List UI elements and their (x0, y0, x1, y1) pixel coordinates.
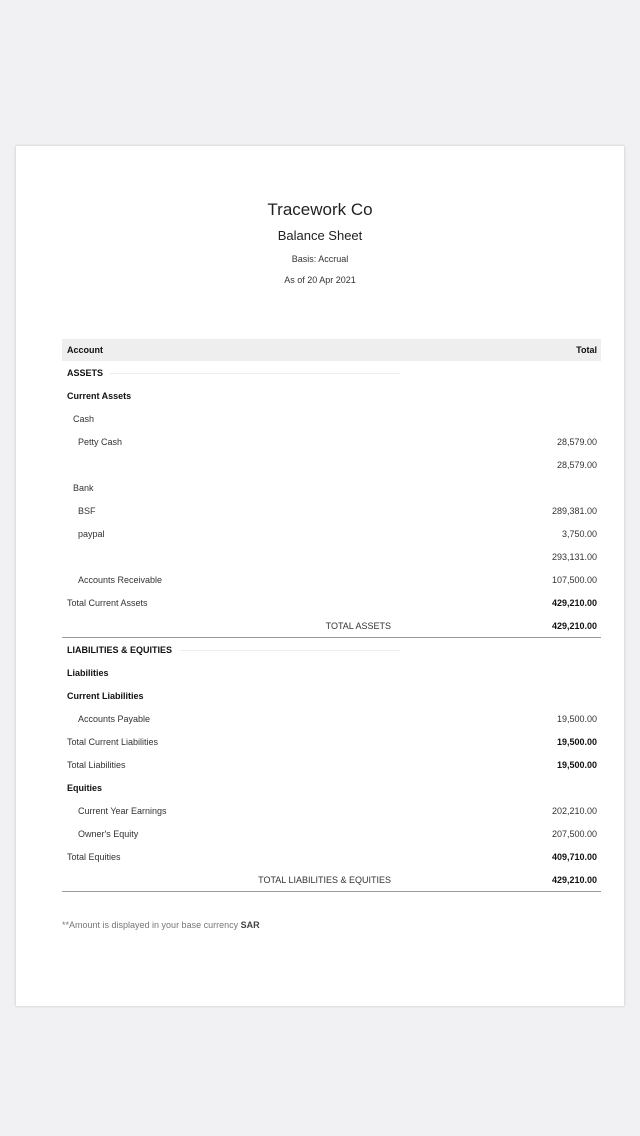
total-amount: 19,500.00 (556, 737, 597, 747)
group-title: Bank (73, 483, 94, 493)
grand-total-label: TOTAL ASSETS (325, 621, 391, 631)
company-name: Tracework Co (267, 200, 373, 219)
total-label: Total Equities (67, 852, 121, 862)
subtotal-amount: 28,579.00 (556, 460, 597, 470)
account-amount: 107,500.00 (551, 575, 597, 585)
account-amount: 19,500.00 (556, 714, 597, 724)
account-amount: 207,500.00 (551, 829, 597, 839)
group-row-equities (62, 776, 601, 799)
grand-total-amount: 429,210.00 (551, 621, 597, 631)
section-row-liabilities-equities (62, 638, 601, 661)
subtotal-row-cash (62, 453, 601, 476)
table-header (62, 339, 601, 361)
column-header-total: Total (576, 345, 597, 355)
grand-total-row-liabilities-equities (62, 868, 601, 892)
section-divider (180, 650, 400, 651)
base-currency: SAR (240, 920, 260, 930)
total-row-liabilities (62, 753, 601, 776)
total-row-current-assets (62, 591, 601, 614)
group-title: Equities (67, 783, 103, 793)
table-row[interactable] (62, 499, 601, 522)
group-title: Current Assets (67, 391, 132, 401)
account-name[interactable]: Current Year Earnings (78, 806, 167, 816)
table-row[interactable] (62, 430, 601, 453)
subtotal-row-bank (62, 545, 601, 568)
account-name[interactable]: paypal (78, 529, 105, 539)
group-title: Current Liabilities (67, 691, 144, 701)
total-amount: 19,500.00 (556, 760, 597, 770)
total-amount: 429,210.00 (551, 598, 597, 608)
account-name[interactable]: Accounts Payable (78, 714, 151, 724)
total-label: Total Liabilities (67, 760, 126, 770)
account-name[interactable]: Owner's Equity (78, 829, 139, 839)
grand-total-label: TOTAL LIABILITIES & EQUITIES (258, 875, 391, 885)
group-row-current-assets (62, 384, 601, 407)
total-row-current-liabilities (62, 730, 601, 753)
account-name[interactable]: Petty Cash (78, 437, 123, 447)
section-row-assets (62, 361, 601, 384)
report-basis: Basis: Accrual (291, 254, 349, 264)
account-amount: 28,579.00 (556, 437, 597, 447)
total-row-equities (62, 845, 601, 868)
report-date: As of 20 Apr 2021 (284, 275, 356, 285)
account-name[interactable]: BSF (78, 506, 96, 516)
column-header-account: Account (67, 345, 103, 355)
report-title: Balance Sheet (277, 228, 363, 243)
section-title: ASSETS (67, 368, 104, 378)
group-title: Cash (73, 414, 95, 424)
account-name[interactable]: Accounts Receivable (78, 575, 163, 585)
report-page (16, 146, 624, 1006)
table-row[interactable] (62, 707, 601, 730)
grand-total-amount: 429,210.00 (551, 875, 597, 885)
balance-sheet-table (62, 339, 601, 892)
section-divider (110, 373, 400, 374)
table-row[interactable] (62, 822, 601, 845)
account-amount: 289,381.00 (551, 506, 597, 516)
group-row-current-liabilities (62, 684, 601, 707)
footnote-text: **Amount is displayed in your base currency (62, 920, 239, 930)
currency-footnote (62, 920, 260, 930)
grand-total-row-assets (62, 614, 601, 638)
account-amount: 3,750.00 (561, 529, 597, 539)
group-row-cash (62, 407, 601, 430)
table-row[interactable] (62, 568, 601, 591)
account-amount: 202,210.00 (551, 806, 597, 816)
section-title: LIABILITIES & EQUITIES (67, 645, 173, 655)
table-row[interactable] (62, 522, 601, 545)
total-label: Total Current Liabilities (67, 737, 159, 747)
group-title: Liabilities (67, 668, 109, 678)
table-row[interactable] (62, 799, 601, 822)
subtotal-amount: 293,131.00 (551, 552, 597, 562)
group-row-bank (62, 476, 601, 499)
total-amount: 409,710.00 (551, 852, 597, 862)
group-row-liabilities (62, 661, 601, 684)
total-label: Total Current Assets (67, 598, 148, 608)
